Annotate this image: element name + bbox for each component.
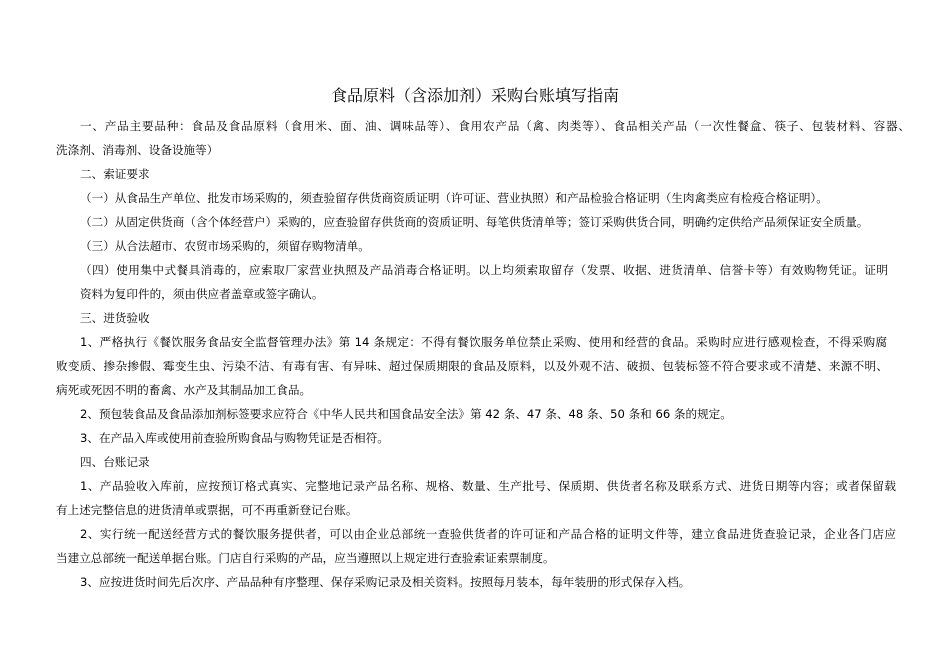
section-heading: 三、进货验收 [80,311,150,325]
text-line: 资料为复印件的，须由供应者盖章或签字确认。 [80,287,324,301]
text-line: （二）从固定供货商（含个体经营户）采购的，应查验留存供货商的资质证明、每笔供货清单等；签订采购供货合同，明确约定供给产品须保证安全质量。 [80,215,869,229]
text-line: 病死或死因不明的畜禽、水产及其制品加工食品。 [56,383,312,397]
text-line: 1、严格执行《餐饮服务食品安全监督管理办法》第 14 条规定：不得有餐饮服务单位禁止采购、使用和经营的食品。采购时应进行感观检查，不得采购腐 [80,335,887,349]
text-line: 当建立总部统一配送单据台账。门店自行采购的产品，应当遵照以上规定进行查验索证索票制度。 [56,551,555,565]
text-line: （四）使用集中式餐具消毒的，应索取厂家营业执照及产品消毒合格证明。以上均须索取留存（发票、收据、进货清单、信誉卡等）有效购物凭证。证明 [80,263,888,277]
text-line: 败变质、掺杂掺假、霉变生虫、污染不洁、有毒有害、有异味、超过保质期限的食品及原料，以及外观不洁、破损、包装标签不符合要求或不清楚、来源不明、 [56,359,888,373]
section-heading: 二、索证要求 [80,167,150,181]
text-line: （一）从食品生产单位、批发市场采购的，须查验留存供货商资质证明（许可证、营业执照）和产品检验合格证明（生肉禽类应有检疫合格证明）。 [80,191,828,205]
text-line: 一、产品主要品种：食品及食品原料（食用米、面、油、调味品等）、食用农产品（禽、肉类等）、食品相关产品（一次性餐盒、筷子、包装材料、容器、 [80,119,910,133]
text-line: 1、产品验收入库前，应按预订格式真实、完整地记录产品名称、规格、数量、生产批号、保质期、供货者名称及联系方式、进货日期等内容；或者保留载 [80,479,896,493]
text-line: 2、实行统一配送经营方式的餐饮服务提供者，可以由企业总部统一查验供货者的许可证和产品合格的证明文件等，建立食品进货查验记录，企业各门店应 [80,527,896,541]
text-line: 洗涤剂、消毒剂、设备设施等） [56,143,219,157]
text-line: （三）从合法超市、农贸市场采购的，须留存购物清单。 [80,239,370,253]
text-line: 3、在产品入库或使用前查验所购食品与购物凭证是否相符。 [80,431,389,445]
text-line: 有上述完整信息的进货清单或票据，可不再重新登记台账。 [56,503,358,517]
text-line: 3、应按进货时间先后次序、产品品种有序整理、保存采购记录及相关资料。按照每月装本，每年装册的形式保存入档。 [80,575,691,589]
section-heading: 四、台账记录 [80,455,150,469]
page-title: 食品原料（含添加剂）采购台账填写指南 [330,86,619,105]
text-line: 2、预包装食品及食品添加剂标签要求应符合《中华人民共和国食品安全法》第 42 条、47 条、48 条、50 条和 66 条的规定。 [80,407,732,421]
